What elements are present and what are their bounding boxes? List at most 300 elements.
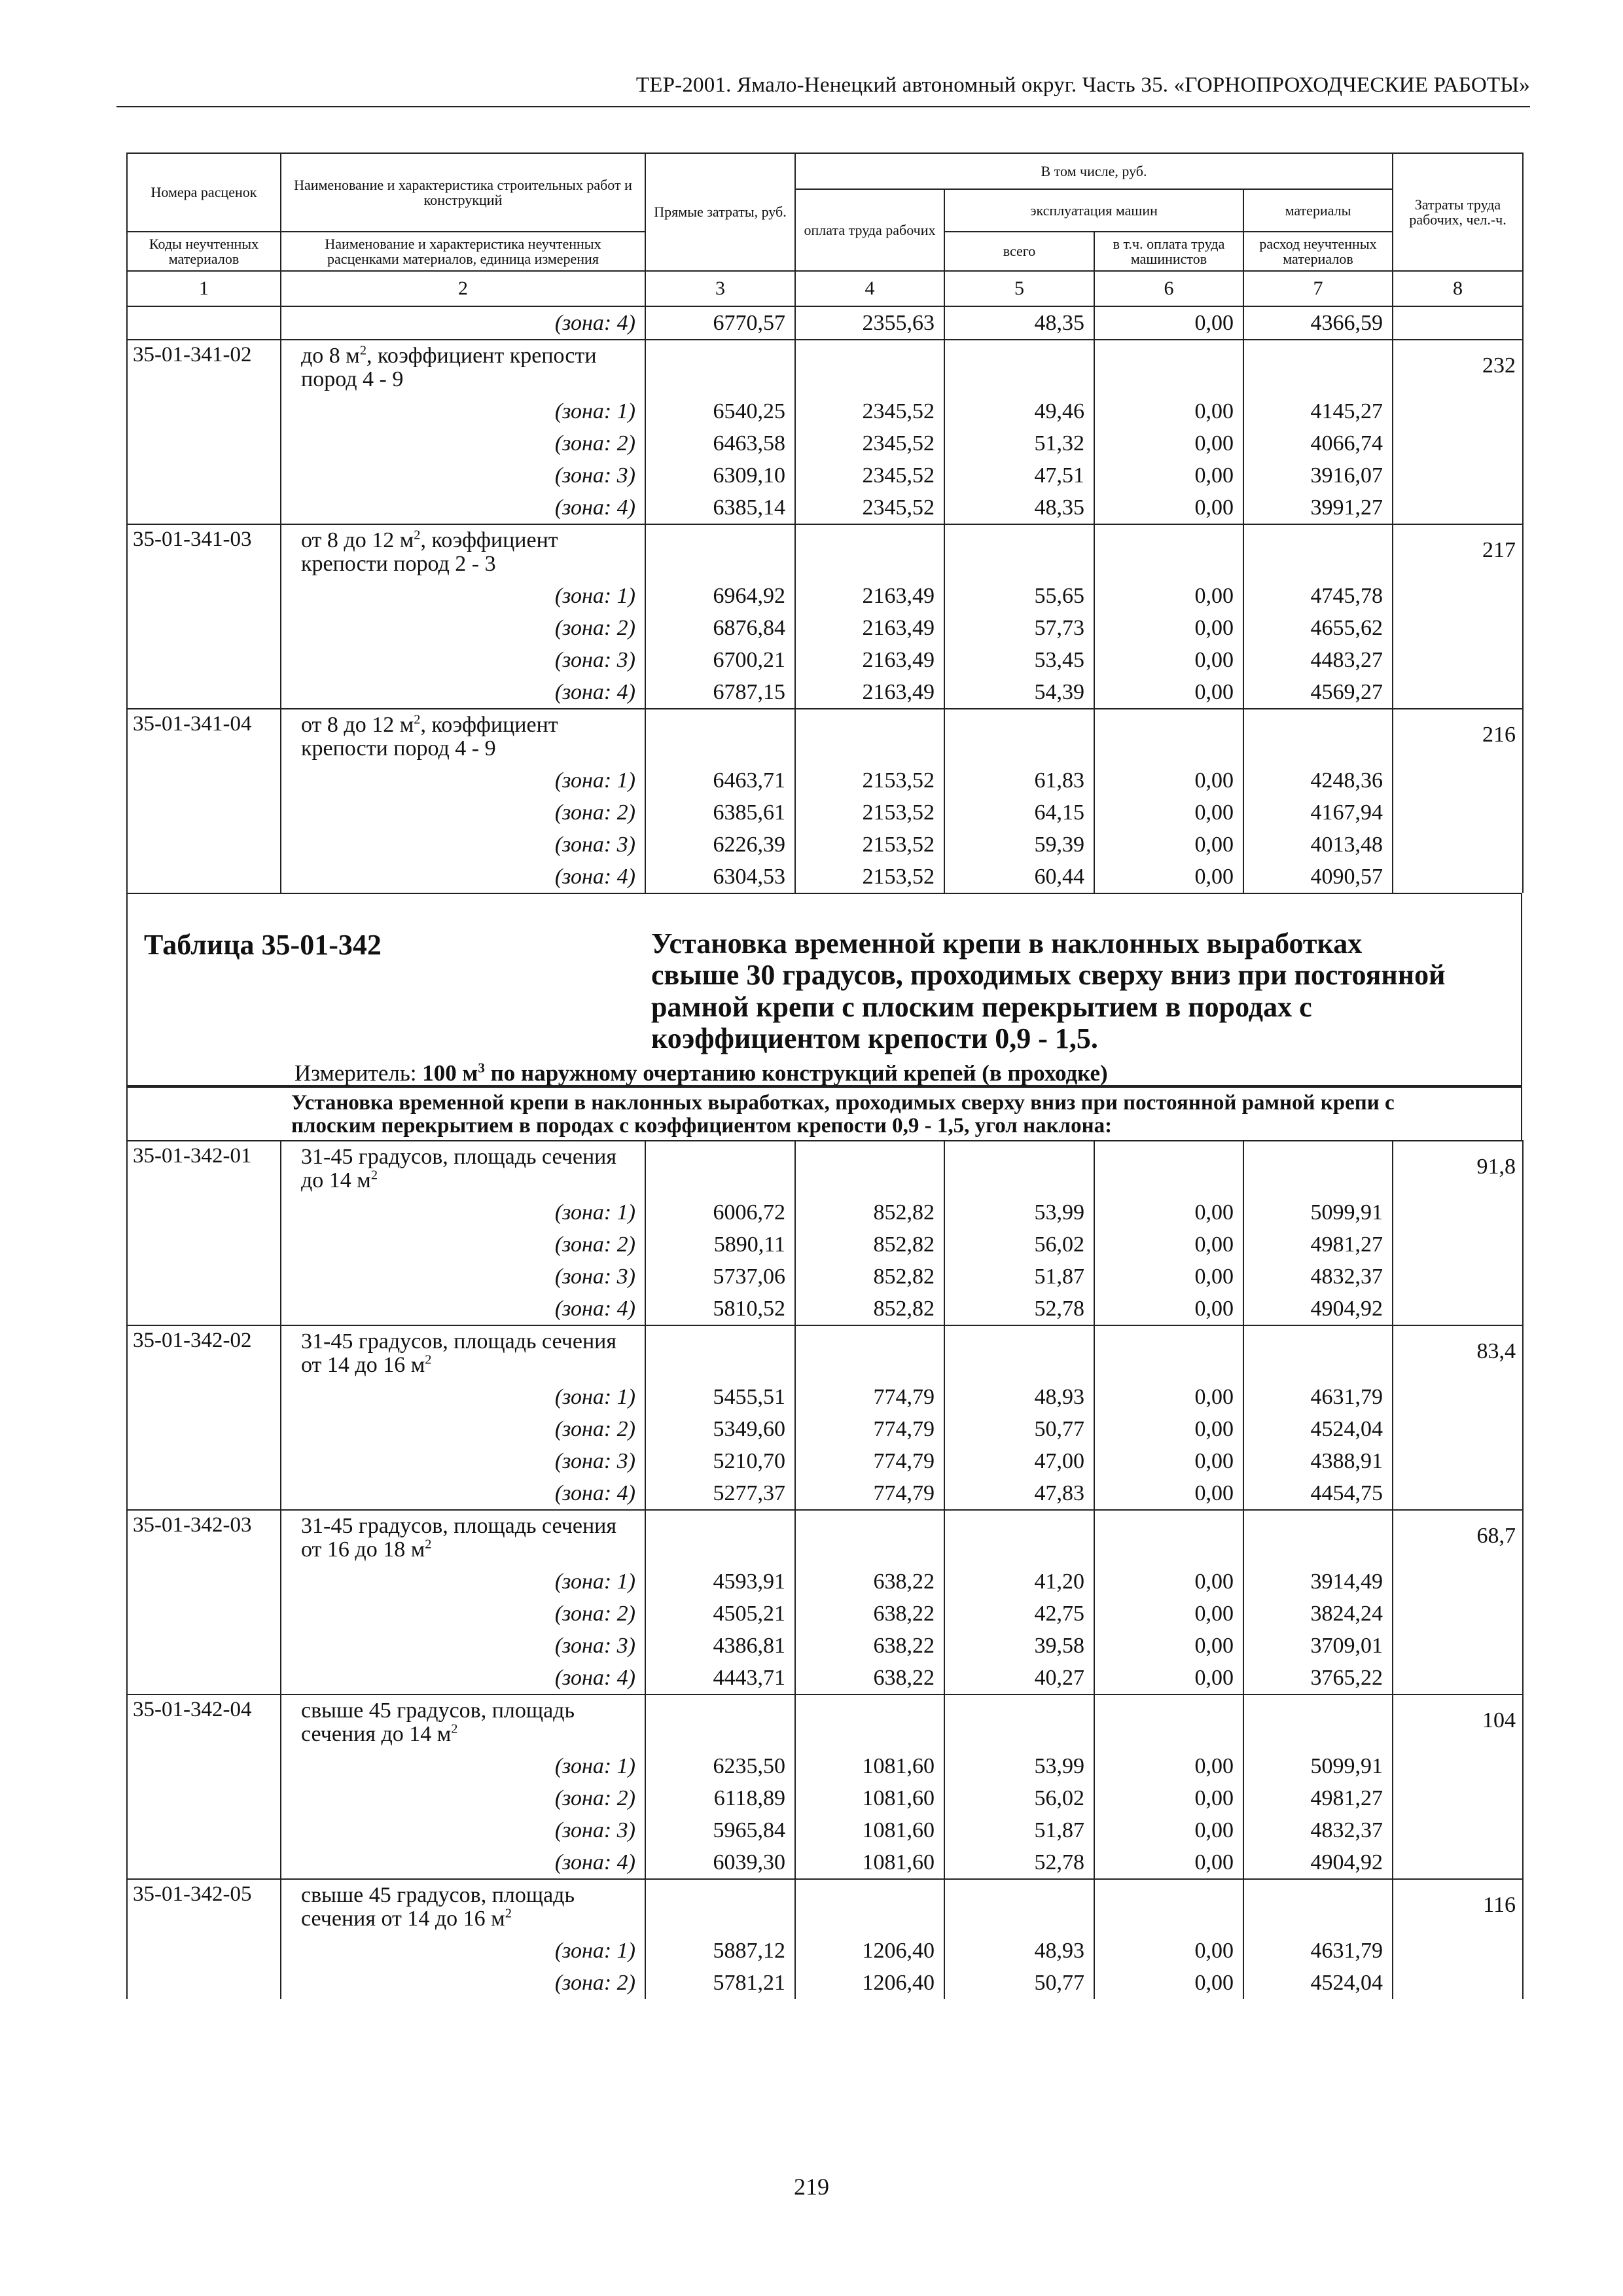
machines-total-value: 61,83 (944, 764, 1094, 797)
work-name (281, 340, 645, 395)
direct-cost-value: 5277,37 (645, 1477, 795, 1510)
zone-label: (зона: 1) (281, 580, 645, 612)
zone-row (127, 459, 1523, 492)
empty-cell (645, 1879, 795, 1935)
labor-pay-value: 1206,40 (795, 1935, 944, 1967)
empty-cell (127, 764, 281, 797)
machines-total-value: 48,35 (944, 492, 1094, 524)
operators-pay-value: 0,00 (1094, 1846, 1243, 1879)
col-including: В том числе, руб. (795, 153, 1393, 189)
operators-pay-value: 0,00 (1094, 829, 1243, 861)
work-name-text: свыше 45 градусов, площадь сечения от 14 до 16 м (301, 1883, 575, 1931)
empty-cell (1393, 1293, 1523, 1325)
zone-row (127, 1229, 1523, 1261)
price-item-row (127, 1510, 1523, 1566)
operators-pay-value: 0,00 (1094, 307, 1243, 340)
labor-pay-value: 2153,52 (795, 764, 944, 797)
empty-cell (127, 1261, 281, 1293)
work-name-sup: 2 (425, 1537, 432, 1552)
work-name-text: до 8 м (301, 344, 360, 368)
price-code: 35-01-342-01 (127, 1141, 281, 1196)
zone-label: (зона: 3) (281, 829, 645, 861)
empty-cell (1094, 340, 1243, 395)
materials-value: 4248,36 (1243, 764, 1393, 797)
zone-row (127, 395, 1523, 427)
page-number: 219 (794, 2174, 829, 2200)
col-number: 8 (1393, 271, 1523, 306)
empty-cell (127, 1630, 281, 1662)
empty-cell (1393, 1662, 1523, 1695)
labor-pay-value: 638,22 (795, 1566, 944, 1598)
empty-cell (127, 612, 281, 644)
direct-cost-value: 5455,51 (645, 1381, 795, 1413)
operators-pay-value: 0,00 (1094, 1967, 1243, 1999)
zone-label: (зона: 4) (281, 307, 645, 340)
group-heading: Установка временной крепи в наклонных выработках, проходимых сверху вниз при постоянной рамной крепи с плоским перекрытием в породах с коэффициентом крепости 0,9 - 1,5, угол наклона: (291, 1091, 1395, 1138)
direct-cost-value: 6787,15 (645, 676, 795, 709)
materials-value: 4524,04 (1243, 1413, 1393, 1445)
zone-label: (зона: 2) (281, 797, 645, 829)
empty-cell (944, 709, 1094, 764)
materials-value: 3991,27 (1243, 492, 1393, 524)
zone-label: (зона: 4) (281, 1477, 645, 1510)
empty-cell (1393, 1750, 1523, 1782)
work-name-sup: 2 (425, 1352, 432, 1367)
machines-total-value: 59,39 (944, 829, 1094, 861)
empty-cell (1393, 1445, 1523, 1477)
machines-total-value: 48,93 (944, 1381, 1094, 1413)
header-table (126, 152, 1524, 307)
machines-total-value: 53,45 (944, 644, 1094, 676)
labor-pay-value: 2153,52 (795, 797, 944, 829)
labor-pay-value: 638,22 (795, 1630, 944, 1662)
materials-value: 4981,27 (1243, 1782, 1393, 1814)
direct-cost-value: 6463,58 (645, 427, 795, 459)
labor-pay-value: 1081,60 (795, 1814, 944, 1846)
measure-line (294, 1060, 1108, 1086)
zone-row (127, 1566, 1523, 1598)
col-materials-use: расход неучтенных материалов (1243, 232, 1393, 271)
machines-total-value: 47,83 (944, 1477, 1094, 1510)
empty-cell (127, 1750, 281, 1782)
empty-cell (944, 1510, 1094, 1566)
direct-cost-value: 6235,50 (645, 1750, 795, 1782)
work-name-sup: 2 (414, 528, 421, 543)
materials-value: 3914,49 (1243, 1566, 1393, 1598)
zone-label: (зона: 1) (281, 1381, 645, 1413)
col-number: 3 (645, 271, 795, 306)
labor-pay-value: 1206,40 (795, 1967, 944, 1999)
price-code: 35-01-341-04 (127, 709, 281, 764)
empty-cell (645, 1695, 795, 1750)
empty-cell (645, 1325, 795, 1381)
empty-cell (1393, 1598, 1523, 1630)
empty-cell (944, 1879, 1094, 1935)
operators-pay-value: 0,00 (1094, 1293, 1243, 1325)
empty-cell (1393, 829, 1523, 861)
empty-cell (645, 709, 795, 764)
empty-cell (795, 709, 944, 764)
machines-total-value: 40,27 (944, 1662, 1094, 1695)
labor-pay-value: 1081,60 (795, 1846, 944, 1879)
zone-label: (зона: 1) (281, 764, 645, 797)
labor-pay-value: 1081,60 (795, 1750, 944, 1782)
empty-cell (795, 340, 944, 395)
zone-label: (зона: 2) (281, 1229, 645, 1261)
labor-cost-value: 91,8 (1393, 1141, 1523, 1196)
work-name (281, 1510, 645, 1566)
price-table-341 (126, 307, 1524, 893)
empty-cell (1094, 1510, 1243, 1566)
column-numbers-row (127, 271, 1523, 306)
header-rule (116, 106, 1530, 107)
empty-cell (127, 1477, 281, 1510)
operators-pay-value: 0,00 (1094, 1196, 1243, 1229)
materials-value: 3765,22 (1243, 1662, 1393, 1695)
empty-cell (1243, 340, 1393, 395)
labor-pay-value: 774,79 (795, 1381, 944, 1413)
materials-value: 4981,27 (1243, 1229, 1393, 1261)
empty-cell (944, 524, 1094, 580)
empty-cell (1393, 492, 1523, 524)
zone-row (127, 427, 1523, 459)
empty-cell (1393, 1782, 1523, 1814)
materials-value: 3709,01 (1243, 1630, 1393, 1662)
zone-label: (зона: 2) (281, 427, 645, 459)
materials-value: 5099,91 (1243, 1750, 1393, 1782)
zone-row (127, 1630, 1523, 1662)
machines-total-value: 48,93 (944, 1935, 1094, 1967)
zone-row (127, 1381, 1523, 1413)
labor-pay-value: 774,79 (795, 1445, 944, 1477)
direct-cost-value: 4386,81 (645, 1630, 795, 1662)
machines-total-value: 52,78 (944, 1293, 1094, 1325)
labor-pay-value: 638,22 (795, 1662, 944, 1695)
empty-cell (1393, 1967, 1523, 1999)
price-code: 35-01-341-03 (127, 524, 281, 580)
table-title: Таблица 35-01-342 (144, 929, 382, 961)
zone-label: (зона: 1) (281, 1935, 645, 1967)
direct-cost-value: 6309,10 (645, 459, 795, 492)
empty-cell (1094, 1879, 1243, 1935)
operators-pay-value: 0,00 (1094, 1935, 1243, 1967)
labor-pay-value: 2355,63 (795, 307, 944, 340)
zone-label: (зона: 4) (281, 492, 645, 524)
zone-row (127, 1598, 1523, 1630)
price-code: 35-01-342-05 (127, 1879, 281, 1935)
zone-row (127, 307, 1523, 340)
work-name-sup: 2 (370, 1168, 378, 1183)
empty-cell (127, 459, 281, 492)
work-name-text-end: , коэффициент крепости пород 4 - 9 (301, 344, 597, 392)
col-work-name: Наименование и характеристика строительных работ и конструкций (281, 153, 645, 232)
labor-pay-value: 852,82 (795, 1293, 944, 1325)
operators-pay-value: 0,00 (1094, 861, 1243, 893)
empty-cell (127, 1229, 281, 1261)
operators-pay-value: 0,00 (1094, 1445, 1243, 1477)
zone-label: (зона: 3) (281, 459, 645, 492)
price-item-row (127, 1695, 1523, 1750)
col-number: 1 (127, 271, 281, 306)
col-direct-costs: Прямые затраты, руб. (645, 153, 795, 271)
zone-row (127, 1935, 1523, 1967)
work-name-sup: 2 (414, 712, 421, 727)
empty-cell (1393, 612, 1523, 644)
col-number: 5 (944, 271, 1094, 306)
machines-total-value: 51,87 (944, 1261, 1094, 1293)
zone-label: (зона: 1) (281, 1196, 645, 1229)
direct-cost-value: 6964,92 (645, 580, 795, 612)
empty-cell (127, 1381, 281, 1413)
table-description: Установка временной крепи в наклонных выработках свыше 30 градусов, проходимых сверху вниз при постоянной рамной крепи с плоским перекрытием в породах с коэффициентом крепости 0,9 - 1,5. (651, 927, 1446, 1055)
zone-row (127, 1413, 1523, 1445)
zone-row (127, 1814, 1523, 1846)
machines-total-value: 41,20 (944, 1566, 1094, 1598)
empty-cell (795, 524, 944, 580)
materials-value: 4524,04 (1243, 1967, 1393, 1999)
col-materials: материалы (1243, 189, 1393, 232)
empty-cell (1243, 1325, 1393, 1381)
empty-cell (944, 1141, 1094, 1196)
zone-row (127, 580, 1523, 612)
zone-row (127, 861, 1523, 893)
empty-cell (645, 1510, 795, 1566)
col-number: 2 (281, 271, 645, 306)
direct-cost-value: 6700,21 (645, 644, 795, 676)
labor-pay-value: 774,79 (795, 1413, 944, 1445)
labor-pay-value: 1081,60 (795, 1782, 944, 1814)
materials-value: 4483,27 (1243, 644, 1393, 676)
materials-value: 4832,37 (1243, 1814, 1393, 1846)
operators-pay-value: 0,00 (1094, 676, 1243, 709)
empty-cell (1393, 1566, 1523, 1598)
zone-label: (зона: 4) (281, 861, 645, 893)
machines-total-value: 39,58 (944, 1630, 1094, 1662)
machines-total-value: 42,75 (944, 1598, 1094, 1630)
zone-label: (зона: 3) (281, 644, 645, 676)
zone-row (127, 1196, 1523, 1229)
direct-cost-value: 6304,53 (645, 861, 795, 893)
measure-label: Измеритель: (294, 1060, 417, 1086)
machines-total-value: 47,51 (944, 459, 1094, 492)
machines-total-value: 48,35 (944, 307, 1094, 340)
empty-cell (1393, 861, 1523, 893)
direct-cost-value: 5210,70 (645, 1445, 795, 1477)
empty-cell (1393, 1413, 1523, 1445)
materials-value: 4904,92 (1243, 1293, 1393, 1325)
materials-value: 4631,79 (1243, 1381, 1393, 1413)
col-number: 7 (1243, 271, 1393, 306)
direct-cost-value: 6463,71 (645, 764, 795, 797)
empty-cell (127, 1662, 281, 1695)
empty-cell (127, 1196, 281, 1229)
materials-value: 4388,91 (1243, 1445, 1393, 1477)
labor-cost-value: 217 (1393, 524, 1523, 580)
zone-label: (зона: 1) (281, 1750, 645, 1782)
empty-cell (1094, 1325, 1243, 1381)
materials-value: 4745,78 (1243, 580, 1393, 612)
col-machines: эксплуатация машин (944, 189, 1243, 232)
labor-cost-value: 232 (1393, 340, 1523, 395)
machines-total-value: 54,39 (944, 676, 1094, 709)
zone-label: (зона: 1) (281, 395, 645, 427)
zone-label: (зона: 2) (281, 1782, 645, 1814)
empty-cell (1393, 676, 1523, 709)
operators-pay-value: 0,00 (1094, 1782, 1243, 1814)
empty-cell (127, 492, 281, 524)
labor-pay-value: 2163,49 (795, 644, 944, 676)
empty-cell (127, 861, 281, 893)
work-name-text: 31-45 градусов, площадь сечения от 14 до 16 м (301, 1329, 617, 1378)
empty-cell (1393, 764, 1523, 797)
machines-total-value: 60,44 (944, 861, 1094, 893)
operators-pay-value: 0,00 (1094, 644, 1243, 676)
direct-cost-value: 6039,30 (645, 1846, 795, 1879)
empty-cell (795, 1695, 944, 1750)
empty-cell (1094, 524, 1243, 580)
empty-cell (127, 1935, 281, 1967)
zone-row (127, 829, 1523, 861)
machines-total-value: 51,87 (944, 1814, 1094, 1846)
work-name-sup: 2 (359, 343, 367, 358)
materials-value: 4904,92 (1243, 1846, 1393, 1879)
work-name (281, 1141, 645, 1196)
operators-pay-value: 0,00 (1094, 1381, 1243, 1413)
operators-pay-value: 0,00 (1094, 1814, 1243, 1846)
empty-cell (1393, 1229, 1523, 1261)
price-item-row (127, 340, 1523, 395)
direct-cost-value: 4505,21 (645, 1598, 795, 1630)
empty-cell (127, 580, 281, 612)
direct-cost-value: 6226,39 (645, 829, 795, 861)
empty-cell (645, 524, 795, 580)
operators-pay-value: 0,00 (1094, 1261, 1243, 1293)
work-name-text: 31-45 градусов, площадь сечения до 14 м (301, 1145, 617, 1193)
labor-pay-value: 2345,52 (795, 427, 944, 459)
empty-cell (795, 1141, 944, 1196)
empty-cell (127, 1967, 281, 1999)
empty-cell (1393, 1477, 1523, 1510)
measure-description: по наружному очертанию конструкций крепей (в проходке) (484, 1060, 1108, 1086)
zone-label: (зона: 4) (281, 676, 645, 709)
work-name-text-end: , коэффициент крепости пород 4 - 9 (301, 713, 558, 761)
zone-label: (зона: 3) (281, 1445, 645, 1477)
empty-cell (1393, 459, 1523, 492)
price-document (126, 152, 1522, 1999)
machines-total-value: 56,02 (944, 1782, 1094, 1814)
empty-cell (127, 1782, 281, 1814)
empty-cell (127, 797, 281, 829)
operators-pay-value: 0,00 (1094, 1477, 1243, 1510)
materials-value: 4631,79 (1243, 1935, 1393, 1967)
direct-cost-value: 6385,61 (645, 797, 795, 829)
zone-label: (зона: 4) (281, 1662, 645, 1695)
col-labor-costs: Затраты труда рабочих, чел.-ч. (1393, 153, 1523, 271)
empty-cell (1393, 644, 1523, 676)
machines-total-value: 53,99 (944, 1196, 1094, 1229)
direct-cost-value: 5781,21 (645, 1967, 795, 1999)
materials-value: 4167,94 (1243, 797, 1393, 829)
empty-cell (944, 340, 1094, 395)
direct-cost-value: 5887,12 (645, 1935, 795, 1967)
materials-value: 3916,07 (1243, 459, 1393, 492)
operators-pay-value: 0,00 (1094, 395, 1243, 427)
price-table-342 (126, 1140, 1524, 1999)
zone-row (127, 1293, 1523, 1325)
empty-cell (1393, 580, 1523, 612)
empty-cell (944, 1325, 1094, 1381)
operators-pay-value: 0,00 (1094, 1229, 1243, 1261)
page-header: ТЕР-2001. Ямало-Ненецкий автономный округ. Часть 35. «ГОРНОПРОХОДЧЕСКИЕ РАБОТЫ» (635, 73, 1530, 97)
empty-cell (1243, 709, 1393, 764)
machines-total-value: 52,78 (944, 1846, 1094, 1879)
empty-cell (127, 395, 281, 427)
labor-pay-value: 852,82 (795, 1261, 944, 1293)
empty-cell (1393, 1261, 1523, 1293)
materials-value: 4013,48 (1243, 829, 1393, 861)
operators-pay-value: 0,00 (1094, 427, 1243, 459)
zone-row (127, 797, 1523, 829)
empty-cell (127, 1566, 281, 1598)
direct-cost-value: 5965,84 (645, 1814, 795, 1846)
zone-label: (зона: 3) (281, 1261, 645, 1293)
empty-cell (1393, 395, 1523, 427)
labor-cost-value: 116 (1393, 1879, 1523, 1935)
operators-pay-value: 0,00 (1094, 1598, 1243, 1630)
operators-pay-value: 0,00 (1094, 1750, 1243, 1782)
empty-cell (1393, 1196, 1523, 1229)
work-name (281, 524, 645, 580)
operators-pay-value: 0,00 (1094, 1413, 1243, 1445)
price-code: 35-01-342-03 (127, 1510, 281, 1566)
zone-row (127, 492, 1523, 524)
zone-row (127, 1261, 1523, 1293)
empty-cell (1243, 1510, 1393, 1566)
col-labor-pay: оплата труда рабочих (795, 189, 944, 271)
labor-pay-value: 2163,49 (795, 612, 944, 644)
zone-row (127, 1967, 1523, 1999)
labor-cost-value: 104 (1393, 1695, 1523, 1750)
price-code: 35-01-342-04 (127, 1695, 281, 1750)
materials-value: 4366,59 (1243, 307, 1393, 340)
empty-cell (127, 1293, 281, 1325)
operators-pay-value: 0,00 (1094, 1662, 1243, 1695)
zone-row (127, 1750, 1523, 1782)
zone-label: (зона: 3) (281, 1814, 645, 1846)
direct-cost-value: 5890,11 (645, 1229, 795, 1261)
direct-cost-value: 4593,91 (645, 1566, 795, 1598)
zone-row (127, 1477, 1523, 1510)
labor-cost-value: 83,4 (1393, 1325, 1523, 1381)
zone-label: (зона: 2) (281, 1598, 645, 1630)
measure-unit: 100 м (422, 1060, 478, 1086)
materials-value: 4655,62 (1243, 612, 1393, 644)
empty-cell (127, 1445, 281, 1477)
work-name-text: свыше 45 градусов, площадь сечения до 14 м (301, 1698, 575, 1747)
materials-value: 4832,37 (1243, 1261, 1393, 1293)
labor-cost-value: 68,7 (1393, 1510, 1523, 1566)
work-name-text: от 8 до 12 м (301, 713, 414, 737)
empty-cell (944, 1695, 1094, 1750)
materials-value: 4066,74 (1243, 427, 1393, 459)
operators-pay-value: 0,00 (1094, 459, 1243, 492)
zone-row (127, 764, 1523, 797)
labor-cost-value: 216 (1393, 709, 1523, 764)
direct-cost-value: 6118,89 (645, 1782, 795, 1814)
labor-pay-value: 852,82 (795, 1196, 944, 1229)
zone-label: (зона: 2) (281, 612, 645, 644)
zone-label: (зона: 2) (281, 1413, 645, 1445)
